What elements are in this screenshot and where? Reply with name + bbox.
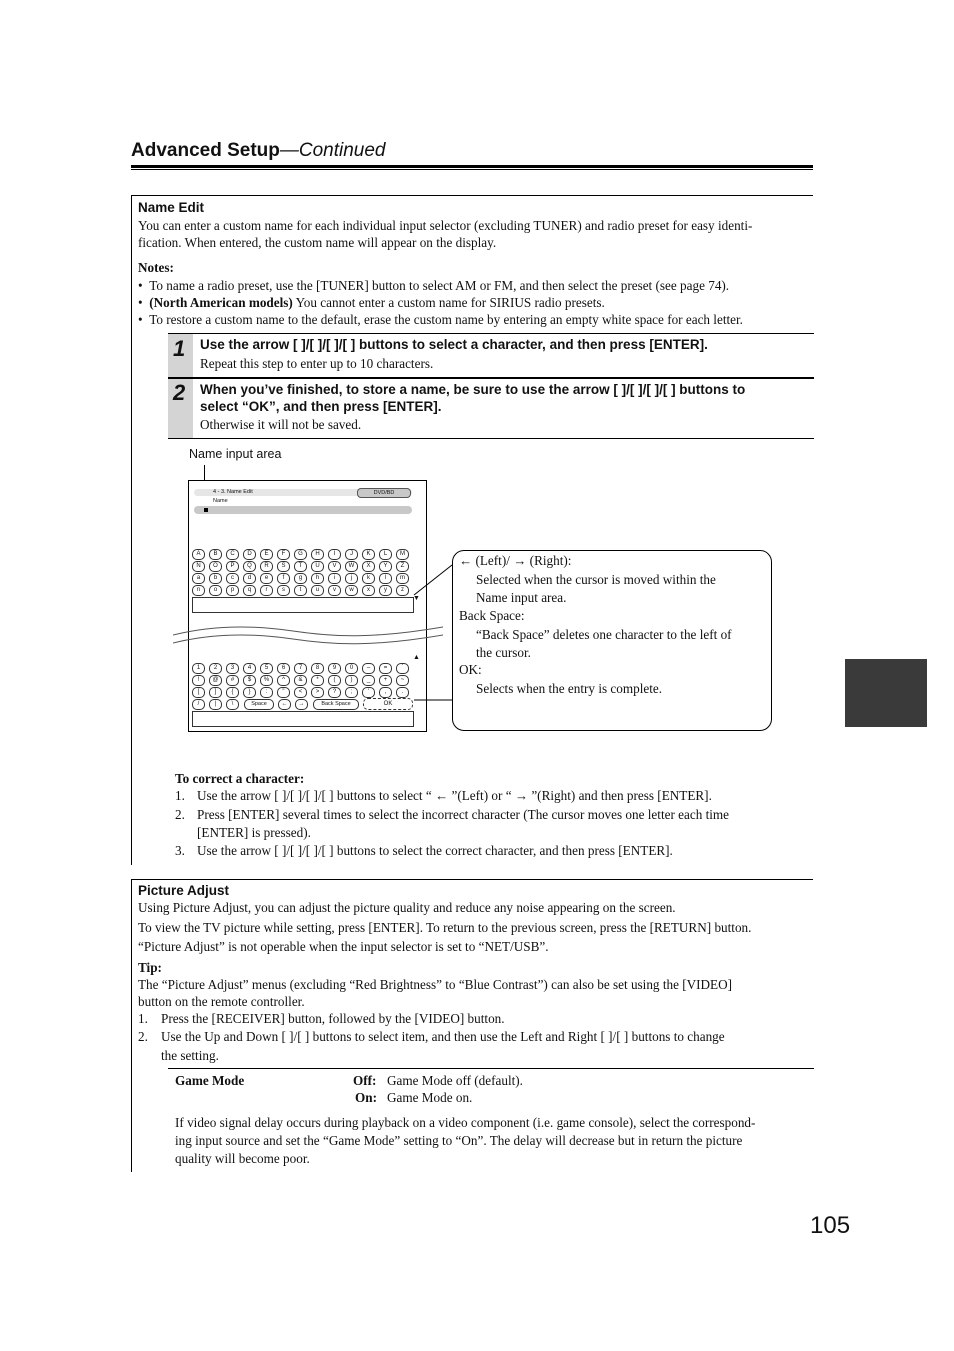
keyboard-key[interactable]: c bbox=[226, 573, 239, 584]
keyboard-key[interactable]: ' bbox=[362, 687, 375, 698]
keyboard-key[interactable]: a bbox=[192, 573, 205, 584]
keyboard-key[interactable]: j bbox=[345, 573, 358, 584]
keyboard-key[interactable]: # bbox=[226, 675, 239, 686]
keyboard-key[interactable]: N bbox=[192, 561, 205, 572]
step-bottom-rule bbox=[168, 438, 814, 439]
keyboard-key[interactable]: k bbox=[362, 573, 375, 584]
correct-step-3: Use the arrow [ ]/[ ]/[ ]/[ ] buttons to select the correct character, and then press [ENTER]. bbox=[197, 843, 673, 858]
name-edit-intro-2: fication. When entered, the custom name will appear on the display. bbox=[138, 235, 497, 250]
keyboard-key[interactable]: 5 bbox=[260, 663, 273, 674]
page-header bbox=[131, 140, 386, 162]
callout-connectors bbox=[408, 560, 454, 710]
keyboard-key[interactable]: h bbox=[311, 573, 324, 584]
keyboard-key[interactable]: . bbox=[396, 687, 409, 698]
section-top-rule bbox=[131, 195, 813, 196]
step-2-instruction-1: When you’ve finished, to store a name, be sure to use the arrow [ ]/[ ]/[ ]/[ ] buttons to bbox=[200, 382, 746, 397]
callout-lr-desc-1: Selected when the cursor is moved within the bbox=[476, 572, 716, 587]
keyboard-key[interactable]: ( bbox=[328, 675, 341, 686]
keyboard-key[interactable]: B bbox=[209, 549, 222, 560]
game-mode-on-desc: Game Mode on. bbox=[387, 1090, 473, 1105]
section-tab bbox=[845, 659, 927, 727]
keyboard-key[interactable]: ` bbox=[396, 663, 409, 674]
keyboard-key[interactable]: g bbox=[294, 573, 307, 584]
keyboard-key[interactable]: < bbox=[294, 687, 307, 698]
game-desc-2: ing input source and set the “Game Mode” setting to “On”. The delay will decrease but in return the picture bbox=[175, 1133, 743, 1148]
keyboard-key[interactable]: D bbox=[243, 549, 256, 560]
step-2-sub: Otherwise it will not be saved. bbox=[200, 417, 362, 432]
section-left-rule bbox=[131, 195, 132, 865]
correct-step-2a: Press [ENTER] several times to select the incorrect character (The cursor moves one letter each time bbox=[197, 807, 730, 822]
header-title: Advanced Setup bbox=[131, 140, 280, 161]
left-arrow-key[interactable]: ← bbox=[278, 699, 291, 710]
picture-adjust-title: Picture Adjust bbox=[138, 883, 230, 898]
correct-step-2-num: 2. bbox=[175, 807, 185, 822]
picture-line-3: “Picture Adjust” is not operable when the input selector is set to “NET/USB”. bbox=[138, 939, 549, 954]
right-arrow-key[interactable]: → bbox=[295, 699, 308, 710]
tip-item-1: Press the [RECEIVER] button, followed by the [VIDEO] button. bbox=[161, 1011, 505, 1026]
keyboard-key[interactable]: F bbox=[277, 549, 290, 560]
keyboard-key[interactable]: Q bbox=[243, 561, 256, 572]
name-edit-intro-1: You can enter a custom name for each individual input selector (excluding TUNER) and radio preset for easy identi- bbox=[138, 218, 753, 233]
callout-bs-desc-2: the cursor. bbox=[476, 645, 531, 660]
keyboard-key[interactable]: x bbox=[362, 585, 375, 596]
keyboard-key[interactable]: X bbox=[362, 561, 375, 572]
keyboard-key[interactable]: 7 bbox=[294, 663, 307, 674]
keyboard-key[interactable]: @ bbox=[209, 675, 222, 686]
keyboard-key[interactable]: e bbox=[260, 573, 273, 584]
keyboard-key[interactable]: p bbox=[226, 585, 239, 596]
game-mode-on-label: On: bbox=[355, 1090, 377, 1105]
keyboard-key[interactable]: b bbox=[209, 573, 222, 584]
keyboard-key[interactable]: K bbox=[362, 549, 375, 560]
keyboard-key[interactable]: w bbox=[345, 585, 358, 596]
callout-lr-label: ← (Left)/ → (Right): bbox=[459, 553, 572, 568]
keyboard-key[interactable]: \ bbox=[226, 699, 239, 710]
keyboard-key[interactable]: L bbox=[379, 549, 392, 560]
keyboard-key[interactable]: _ bbox=[362, 675, 375, 686]
screen-break-wave bbox=[173, 621, 443, 661]
game-desc-1: If video signal delay occurs during playback on a video component (i.e. game console), select the correspond- bbox=[175, 1115, 756, 1130]
keyboard-key[interactable]: u bbox=[311, 585, 324, 596]
tip-line-2: button on the remote controller. bbox=[138, 994, 305, 1009]
name-edit-title: Name Edit bbox=[138, 200, 205, 215]
keyboard-key[interactable]: 0 bbox=[345, 663, 358, 674]
keyboard-key[interactable]: s bbox=[277, 585, 290, 596]
step-1-number: 1 bbox=[173, 336, 186, 361]
keyboard-key[interactable]: " bbox=[277, 687, 290, 698]
keyboard-key[interactable]: ; bbox=[345, 687, 358, 698]
keyboard-key[interactable]: C bbox=[226, 549, 239, 560]
picture-section-top-rule bbox=[131, 879, 813, 880]
keyboard-key[interactable]: T bbox=[294, 561, 307, 572]
keyboard-key[interactable]: Y bbox=[379, 561, 392, 572]
keyboard-key[interactable]: 9 bbox=[328, 663, 341, 674]
tip-item-2-num: 2. bbox=[138, 1029, 148, 1044]
game-mode-off-desc: Game Mode off (default). bbox=[387, 1073, 523, 1088]
ok-key[interactable]: OK bbox=[363, 698, 413, 710]
callout-ok-desc: Selects when the entry is complete. bbox=[476, 681, 663, 696]
keyboard-key[interactable]: } bbox=[243, 687, 256, 698]
keyboard-key[interactable]: : bbox=[260, 687, 273, 698]
game-desc-3: quality will become poor. bbox=[175, 1151, 310, 1166]
tip-line-1: The “Picture Adjust” menus (excluding “Red Brightness” to “Blue Contrast”) can also be set using the [VIDEO] bbox=[138, 977, 733, 992]
keyboard-key[interactable]: f bbox=[277, 573, 290, 584]
tip-item-2b: the setting. bbox=[161, 1048, 219, 1063]
note-2: • (North American models) You cannot enter a custom name for SIRIUS radio presets. bbox=[138, 295, 605, 310]
keyboard-key[interactable]: ) bbox=[345, 675, 358, 686]
screen-blank-field-2 bbox=[192, 711, 414, 727]
keyboard-key[interactable]: n bbox=[192, 585, 205, 596]
step-divider bbox=[168, 377, 814, 379]
step-1-badge bbox=[168, 334, 193, 377]
callout-ok-label: OK: bbox=[459, 662, 482, 677]
header-continued: —Continued bbox=[279, 140, 386, 161]
keyboard-key[interactable]: , bbox=[379, 687, 392, 698]
keyboard-key[interactable]: [ bbox=[192, 687, 205, 698]
note-1-text: To name a radio preset, use the [TUNER] button to select AM or FM, and then select the preset (see page 74). bbox=[149, 278, 730, 293]
keyboard-key[interactable]: z bbox=[396, 585, 409, 596]
tip-heading: Tip: bbox=[138, 960, 162, 975]
keyboard-key[interactable]: % bbox=[260, 675, 273, 686]
keyboard-key[interactable]: = bbox=[379, 663, 392, 674]
keyboard-key[interactable]: ! bbox=[192, 675, 205, 686]
correct-step-1-num: 1. bbox=[175, 788, 185, 803]
correct-step-2b: [ENTER] is pressed). bbox=[197, 825, 311, 840]
keyboard-key[interactable]: 6 bbox=[277, 663, 290, 674]
note-2-bold: (North American models) bbox=[149, 295, 293, 310]
notes-heading: Notes: bbox=[138, 260, 174, 275]
note-1: • To name a radio preset, use the [TUNER] button to select AM or FM, and then select the preset (see page 74). bbox=[138, 278, 730, 293]
callout-bs-desc-1: “Back Space” deletes one character to the left of bbox=[476, 627, 732, 642]
step-1-sub: Repeat this step to enter up to 10 characters. bbox=[200, 356, 434, 371]
header-rule bbox=[131, 165, 813, 168]
keyboard-key[interactable]: > bbox=[311, 687, 324, 698]
keyboard-key[interactable]: ^ bbox=[277, 675, 290, 686]
keyboard-key[interactable]: P bbox=[226, 561, 239, 572]
keyboard-key[interactable]: 4 bbox=[243, 663, 256, 674]
keyboard-key[interactable]: q bbox=[243, 585, 256, 596]
back-space-key[interactable]: Back Space bbox=[313, 699, 359, 710]
keyboard-key[interactable]: R bbox=[260, 561, 273, 572]
keyboard-key[interactable]: ] bbox=[209, 687, 222, 698]
keyboard-key[interactable]: W bbox=[345, 561, 358, 572]
screen-name-label: Name bbox=[213, 498, 228, 504]
note-3: • To restore a custom name to the default, erase the custom name by entering an empty white space for each letter. bbox=[138, 312, 743, 327]
header-rule-thin bbox=[131, 169, 813, 170]
keyboard-key[interactable]: l bbox=[379, 573, 392, 584]
scroll-up-icon: ▲ bbox=[413, 653, 420, 661]
step-top-rule bbox=[168, 333, 814, 334]
keyboard-key[interactable]: ~ bbox=[396, 675, 409, 686]
keyboard-key[interactable]: A bbox=[192, 549, 205, 560]
screen-source-badge: DVD/BD bbox=[357, 488, 411, 498]
keyboard-key[interactable]: V bbox=[328, 561, 341, 572]
name-input-area-label: Name input area bbox=[189, 447, 282, 461]
keyboard-key[interactable]: o bbox=[209, 585, 222, 596]
picture-line-1: Using Picture Adjust, you can adjust the picture quality and reduce any noise appearing on the screen. bbox=[138, 900, 676, 915]
keyboard-key[interactable]: + bbox=[379, 675, 392, 686]
keyboard-key[interactable]: { bbox=[226, 687, 239, 698]
scroll-down-icon: ▼ bbox=[413, 594, 420, 602]
keyboard-key[interactable]: t bbox=[294, 585, 307, 596]
keyboard-key[interactable]: y bbox=[379, 585, 392, 596]
page-number: 105 bbox=[810, 1212, 851, 1239]
keyboard-key[interactable]: E bbox=[260, 549, 273, 560]
keyboard-key[interactable]: r bbox=[260, 585, 273, 596]
callout-lr-desc-2: Name input area. bbox=[476, 590, 567, 605]
screen-name-field[interactable] bbox=[194, 506, 412, 514]
keyboard-key[interactable]: 8 bbox=[311, 663, 324, 674]
step-2-number: 2 bbox=[173, 380, 186, 405]
note-3-text: To restore a custom name to the default, erase the custom name by entering an empty white space for each letter. bbox=[149, 312, 743, 327]
step-2-badge bbox=[168, 379, 193, 438]
keyboard-key[interactable]: H bbox=[311, 549, 324, 560]
game-mode-name: Game Mode bbox=[175, 1073, 245, 1088]
name-edit-screen bbox=[188, 480, 427, 732]
keyboard-key[interactable]: 3 bbox=[226, 663, 239, 674]
keyboard-key[interactable]: * bbox=[311, 675, 324, 686]
picture-line-2: To view the TV picture while setting, press [ENTER]. To return to the previous screen, press the [RETURN] button. bbox=[138, 920, 752, 935]
keyboard-key[interactable]: m bbox=[396, 573, 409, 584]
keyboard-key[interactable]: d bbox=[243, 573, 256, 584]
keyboard-key[interactable]: U bbox=[311, 561, 324, 572]
game-mode-off-label: Off: bbox=[353, 1073, 377, 1088]
game-mode-top-rule bbox=[168, 1068, 814, 1069]
screen-header-text: 4 - 3. Name Edit bbox=[213, 489, 253, 495]
step-1-instruction: Use the arrow [ ]/[ ]/[ ]/[ ] buttons to select a character, and then press [ENTER]. bbox=[200, 337, 708, 352]
keyboard-key[interactable]: O bbox=[209, 561, 222, 572]
correct-step-1: Use the arrow [ ]/[ ]/[ ]/[ ] buttons to select “ ← ”(Left) or “ → ”(Right) and then press [ENTER]. bbox=[197, 788, 712, 803]
keyboard-key[interactable]: Z bbox=[396, 561, 409, 572]
keyboard-key[interactable]: / bbox=[192, 699, 205, 710]
note-2-text: You cannot enter a custom name for SIRIUS radio presets. bbox=[292, 295, 605, 310]
keyboard-key[interactable]: $ bbox=[243, 675, 256, 686]
keyboard-key[interactable]: v bbox=[328, 585, 341, 596]
space-key[interactable]: Space bbox=[244, 699, 274, 710]
keyboard-key[interactable]: I bbox=[328, 549, 341, 560]
keyboard-key[interactable]: J bbox=[345, 549, 358, 560]
keyboard-key[interactable]: i bbox=[328, 573, 341, 584]
callout-bs-label: Back Space: bbox=[459, 608, 525, 623]
keyboard-key[interactable]: M bbox=[396, 549, 409, 560]
keyboard-key[interactable]: G bbox=[294, 549, 307, 560]
correct-heading: To correct a character: bbox=[175, 771, 305, 786]
screen-blank-field bbox=[192, 597, 414, 613]
screen-cursor bbox=[204, 508, 208, 512]
keyboard-key[interactable]: & bbox=[294, 675, 307, 686]
keyboard-key[interactable]: ? bbox=[328, 687, 341, 698]
keyboard-key[interactable]: S bbox=[277, 561, 290, 572]
tip-item-1-num: 1. bbox=[138, 1011, 148, 1026]
step-2-instruction-2: select “OK”, and then press [ENTER]. bbox=[200, 399, 442, 414]
keyboard-key[interactable]: 2 bbox=[209, 663, 222, 674]
keyboard-key[interactable]: – bbox=[362, 663, 375, 674]
keyboard-key[interactable]: 1 bbox=[192, 663, 205, 674]
keyboard-key[interactable]: | bbox=[209, 699, 222, 710]
correct-step-3-num: 3. bbox=[175, 843, 185, 858]
picture-section-left-rule bbox=[131, 879, 132, 1172]
tip-item-2a: Use the Up and Down [ ]/[ ] buttons to select item, and then use the Left and Right [ ]/[ ] buttons to change bbox=[161, 1029, 725, 1044]
